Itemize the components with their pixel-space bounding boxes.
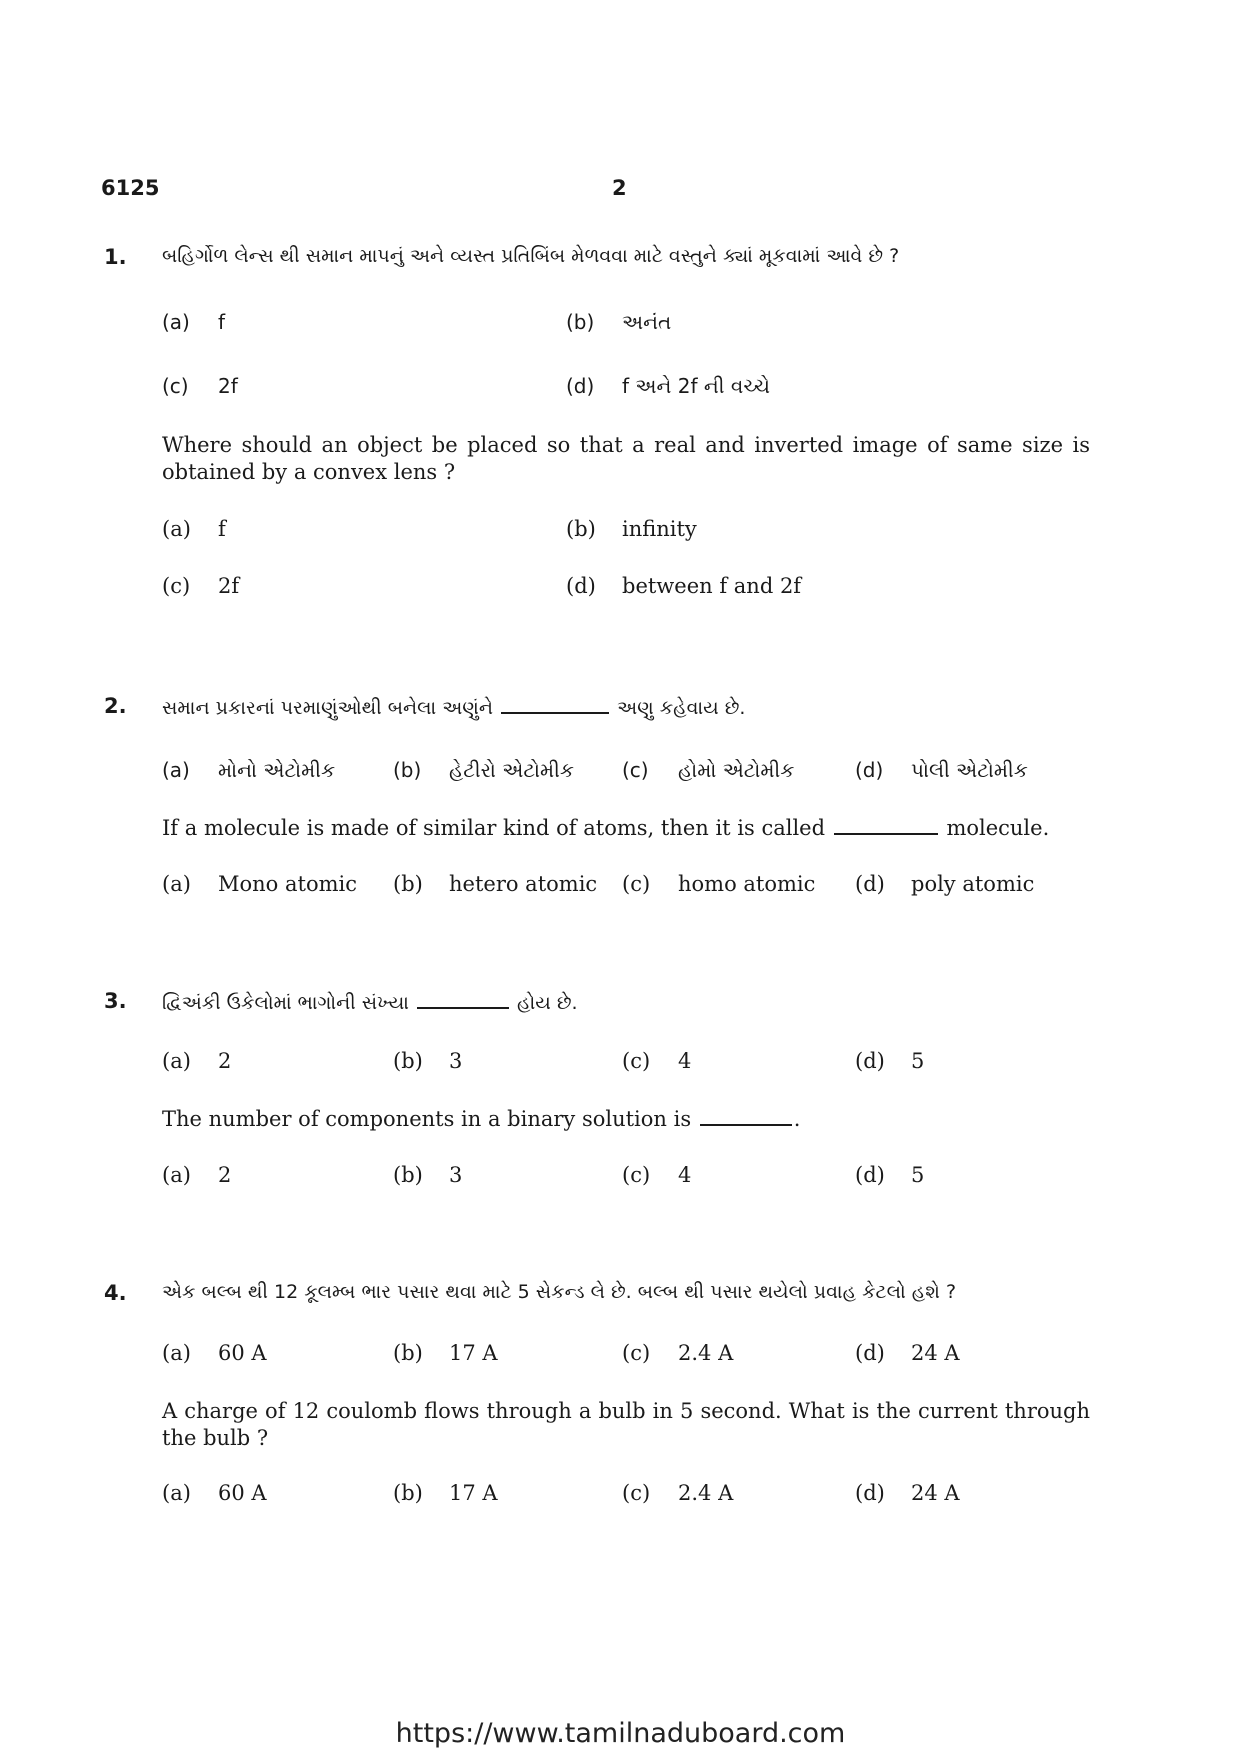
question-1-number: 1.: [104, 245, 127, 269]
answer-blank: [700, 1106, 792, 1126]
question-2-gu-option-b: (b) હેટીરો એટોમીક: [393, 758, 574, 782]
question-4-gu-option-b: (b) 17 A: [393, 1341, 498, 1365]
question-1-en-option-d: (d) between f and 2f: [566, 574, 802, 598]
question-3-en-option-b: (b) 3: [393, 1163, 463, 1187]
question-2-gujarati-text: સમાન પ્રકારનાં પરમાણુંઓથી બનેલા અણુંને અણુ કહેવાય છે.: [162, 694, 745, 719]
footer-url: https://www.tamilnaduboard.com: [395, 1718, 846, 1749]
question-1-gujarati-text: બહિર્ગોળ લેન્સ થી સમાન માપનું અને વ્યસ્ત પ્રતિબિંબ મેળવવા માટે વસ્તુને ક્યાં મૂકવામાં આવે છે ?: [162, 245, 900, 267]
question-4-number: 4.: [104, 1281, 127, 1305]
question-2-en-option-b: (b) hetero atomic: [393, 872, 598, 896]
question-1-en-option-c: (c) 2f: [162, 574, 240, 598]
question-3-english-text: The number of components in a binary solution is .: [162, 1107, 801, 1131]
question-4-gu-option-c: (c) 2.4 A: [622, 1341, 734, 1365]
question-3-en-option-c: (c) 4: [622, 1163, 692, 1187]
question-3-gu-option-c: (c) 4: [622, 1049, 692, 1073]
question-2-en-option-d: (d) poly atomic: [855, 872, 1035, 896]
question-4-gu-option-d: (d) 24 A: [855, 1341, 960, 1365]
question-4-en-option-c: (c) 2.4 A: [622, 1481, 734, 1505]
answer-blank: [834, 815, 938, 835]
question-3-en-option-a: (a) 2: [162, 1163, 232, 1187]
question-2-en-option-c: (c) homo atomic: [622, 872, 816, 896]
exam-code: 6125: [101, 176, 160, 200]
question-3-gu-option-b: (b) 3: [393, 1049, 463, 1073]
answer-blank: [501, 694, 609, 714]
answer-blank: [417, 989, 509, 1009]
question-1-gu-option-a: (a) f: [162, 310, 226, 334]
question-1-english-text: Where should an object be placed so that a real and inverted image of same size is obtained by a convex lens ?: [162, 433, 1090, 484]
question-2-gu-option-c: (c) હોમો એટોમીક: [622, 758, 795, 782]
question-1-en-option-a: (a) f: [162, 517, 226, 541]
question-2-en-option-a: (a) Mono atomic: [162, 872, 357, 896]
question-3-en-option-d: (d) 5: [855, 1163, 925, 1187]
page-number: 2: [612, 176, 627, 200]
question-2-gu-option-a: (a) મોનો એટોમીક: [162, 758, 336, 782]
question-4-en-option-a: (a) 60 A: [162, 1481, 267, 1505]
question-4-gu-option-a: (a) 60 A: [162, 1341, 267, 1365]
question-1-gu-option-d: (d) f અને 2f ની વચ્ચે: [566, 374, 771, 398]
question-1-en-option-b: (b) infinity: [566, 517, 697, 541]
question-2-gu-option-d: (d) પોલી એટોમીક: [855, 758, 1028, 782]
question-4-en-option-d: (d) 24 A: [855, 1481, 960, 1505]
question-4-en-option-b: (b) 17 A: [393, 1481, 498, 1505]
question-2-english-text: If a molecule is made of similar kind of atoms, then it is called molecule.: [162, 816, 1050, 840]
question-4-english-text: A charge of 12 coulomb flows through a bulb in 5 second. What is the current through the bulb ?: [162, 1399, 1090, 1450]
question-3-gu-option-d: (d) 5: [855, 1049, 925, 1073]
question-2-number: 2.: [104, 694, 127, 718]
question-3-number: 3.: [104, 989, 127, 1013]
question-3-gu-option-a: (a) 2: [162, 1049, 232, 1073]
question-3-gujarati-text: દ્વિઅંકી ઉકેલોમાં ભાગોની સંખ્યા હોય છે.: [162, 989, 578, 1014]
question-4-gujarati-text: એક બલ્બ થી 12 કૂલમ્બ ભાર પસાર થવા માટે 5 સેકન્ડ લે છે. બલ્બ થી પસાર થયેલો પ્રવાહ કેટલો હશે ?: [162, 1281, 957, 1303]
question-1-gu-option-b: (b) અનંત: [566, 310, 672, 334]
question-1-gu-option-c: (c) 2f: [162, 374, 238, 398]
